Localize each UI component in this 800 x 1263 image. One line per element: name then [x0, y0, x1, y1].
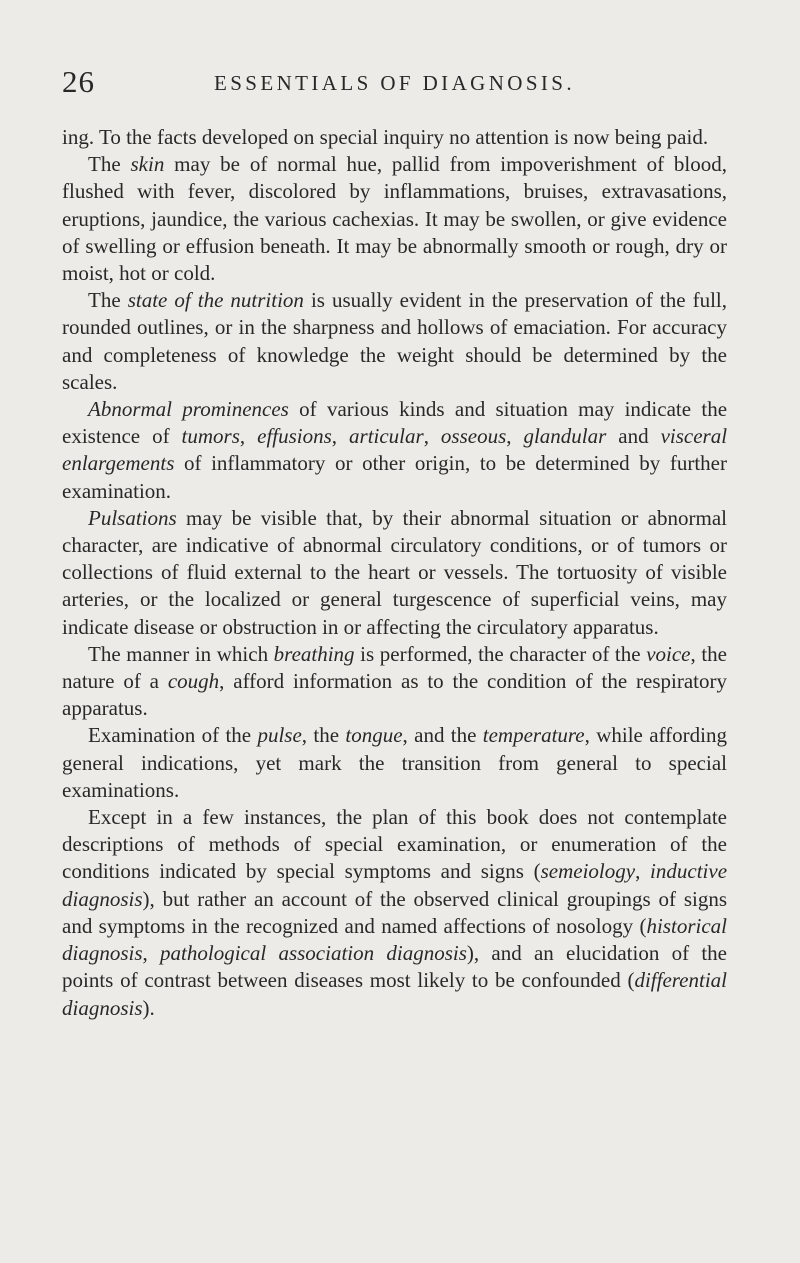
text-run: , and the [402, 723, 483, 748]
text-run: may be visible that, by their abnormal situation or abnormal character, are indicative of abnormal circulatory conditions, or of tumors or collections of fluid external to the heart or vessels. The tortuosity of visible arteries, or the localized or general turgescence of superficial veins, may indicate disease or obstruction in or affecting the circulatory apparatus. [62, 505, 727, 639]
text-run: ), but rather an account of the observed clinical groupings of signs and symptoms in the recognized and named affections of nosology ( [62, 886, 727, 938]
paragraph [62, 641, 727, 723]
text-run: , [239, 424, 258, 449]
italic-term: skin [130, 152, 165, 177]
text-run: The manner in which [88, 641, 274, 666]
text-run: , [506, 424, 524, 449]
text-run: ), and an elucidation of the points of contrast between diseases most likely to be confounded ( [62, 941, 728, 993]
italic-term: pathological association diagnosis [160, 941, 467, 966]
text-run: , the [301, 723, 346, 748]
italic-term: tongue [345, 723, 403, 748]
italic-term: voice [646, 641, 691, 666]
italic-term: tumors [181, 424, 240, 449]
italic-term: Pulsations [88, 505, 177, 530]
text-run: , afford information as to the condition of the respiratory apparatus. [62, 669, 727, 721]
text-run: , the nature of a [62, 641, 727, 694]
text-run: , [423, 424, 441, 449]
page-number: 26 [62, 64, 95, 99]
text-run: , [142, 941, 161, 966]
italic-term: Abnormal prominences [88, 397, 289, 422]
running-head: ESSENTIALS OF DIAGNOSIS. [214, 71, 576, 95]
text-run: ). [142, 995, 155, 1020]
text-run: , while affording general indications, yet mark the transition from general to special examinations. [62, 723, 727, 802]
text-run: of inflammatory or other origin, to be determined by further examination. [62, 451, 727, 503]
italic-term: differential diagnosis [62, 968, 727, 1020]
italic-term: effusions [257, 424, 332, 449]
text-run: The [88, 152, 131, 177]
paragraph [62, 804, 727, 1022]
text-run: is performed, the character of the [354, 641, 647, 666]
text-run: Examination of the [88, 723, 258, 748]
paragraph [62, 505, 727, 641]
italic-term: historical diagnosis [62, 913, 727, 966]
paragraph [62, 124, 727, 151]
paragraph [62, 396, 727, 505]
text-run: may be of normal hue, pallid from impoverishment of blood, flushed with fever, discolored by inflammations, bruises, extravasations, eruptions, jaundice, the various cachexias. It may be swollen, or give evidence of swelling or effusion beneath. It may be abnormally smooth or rough, dry or moist, hot or cold. [62, 152, 727, 286]
text-run: , [331, 424, 350, 449]
text-run: Except in a few instances, the plan of this book does not contemplate descriptions of methods of special examination, or enumeration of the conditions indicated by special symptoms and signs ( [62, 805, 727, 884]
paragraph [62, 151, 727, 287]
italic-term: breathing [273, 641, 355, 666]
italic-term: visceral enlargements [62, 424, 728, 476]
italic-term: semeiology [540, 859, 636, 884]
paragraph [62, 287, 727, 396]
text-run: of various kinds and situation may indicate the existence of [62, 397, 728, 449]
text-run: is usually evident in the preservation of the full, rounded outlines, or in the sharpness and hollows of emaciation. For accuracy and completeness of knowledge the weight should be determined by the scales. [62, 288, 727, 394]
italic-term: cough [167, 669, 220, 694]
paragraph [62, 722, 727, 804]
italic-term: osseous [440, 424, 507, 449]
italic-term: pulse [257, 723, 302, 748]
text-run: and [606, 424, 661, 449]
text-run: The [88, 288, 128, 313]
italic-term: inductive diagnosis [62, 859, 728, 911]
text-run: ing. To the facts developed on special inquiry no attention is now being paid. [62, 125, 709, 149]
body-text [62, 124, 727, 1022]
page-header [62, 62, 762, 102]
italic-term: temperature [482, 723, 585, 748]
italic-term: state of the nutrition [127, 288, 304, 313]
italic-term: articular [349, 424, 424, 449]
italic-term: glandular [523, 424, 607, 449]
text-run: , [635, 859, 651, 884]
